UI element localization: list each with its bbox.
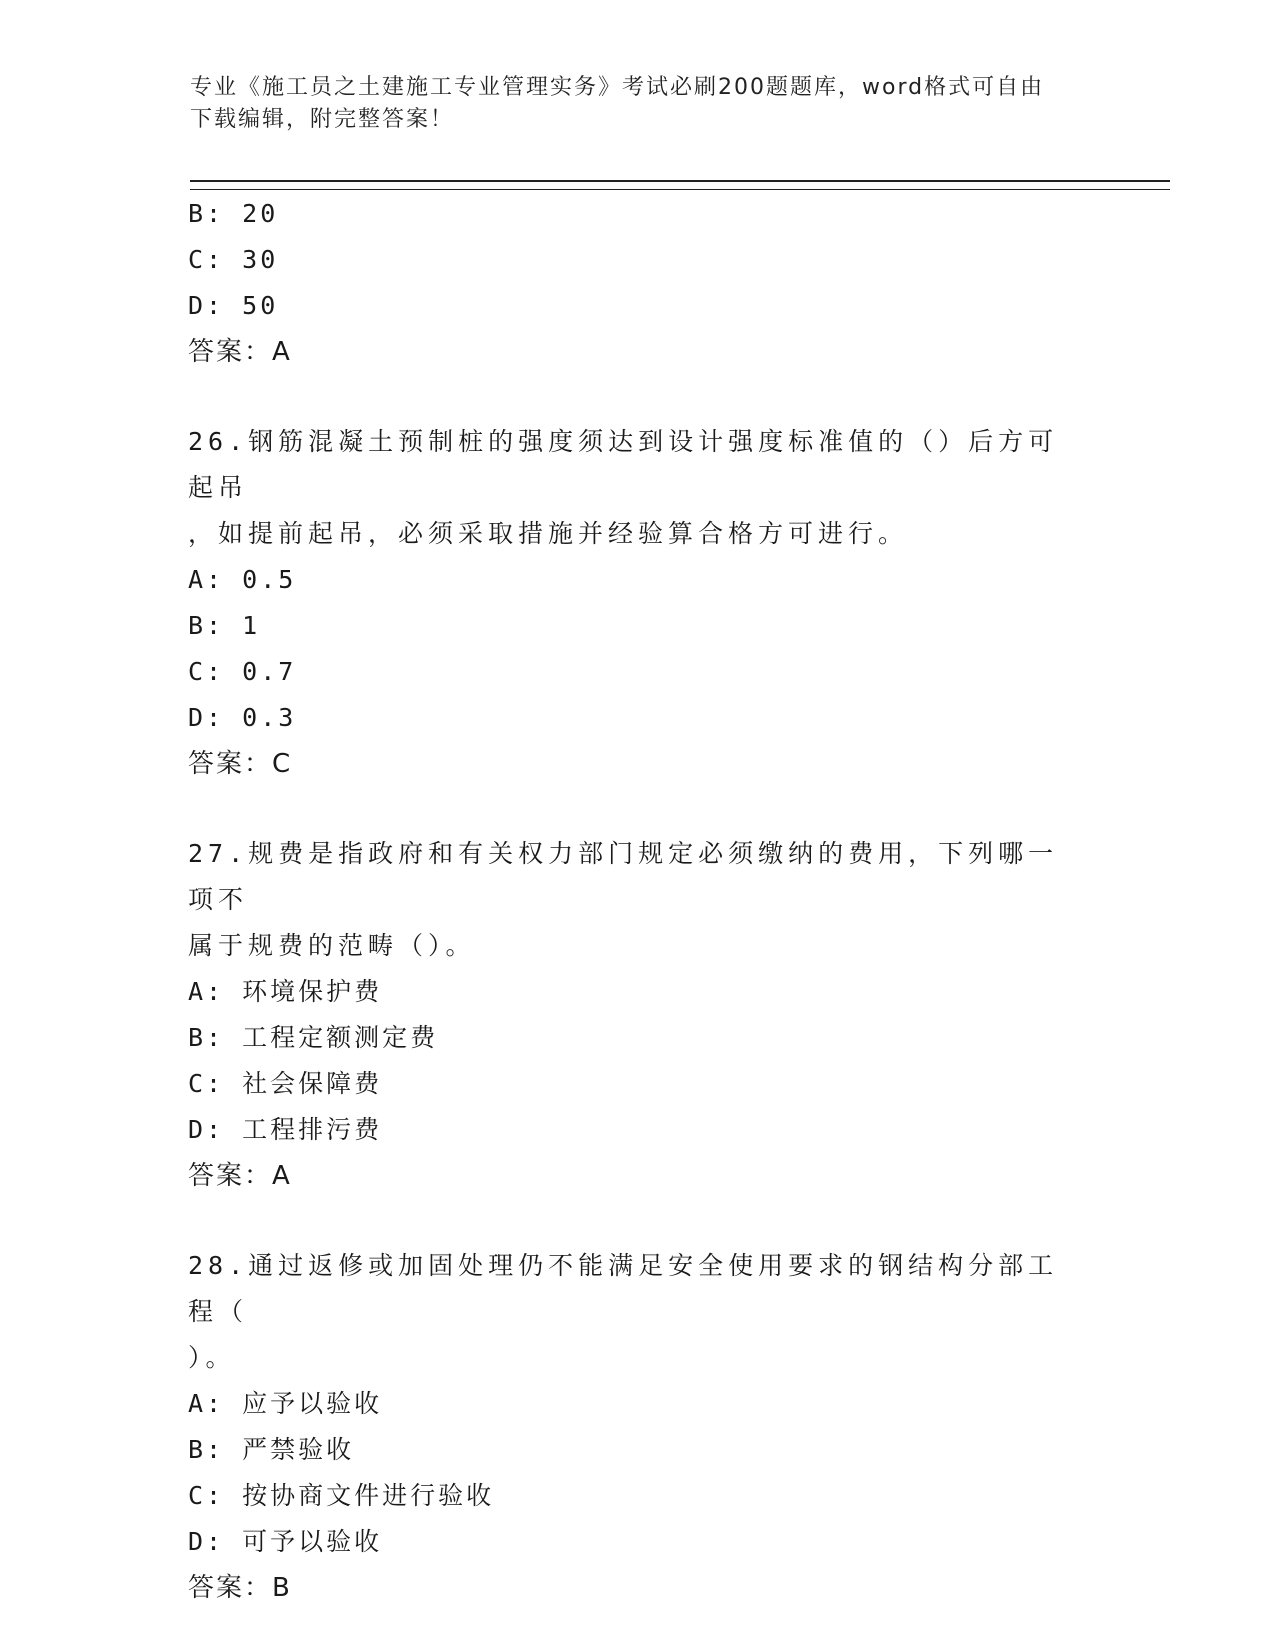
question-25-continued	[188, 191, 1088, 375]
option-a: A: 0.5	[188, 565, 297, 594]
question-stem-line-1: 28.通过返修或加固处理仍不能满足安全使用要求的钢结构分部工程（	[188, 1251, 1059, 1326]
document-header	[190, 72, 1090, 136]
question-27	[188, 831, 1088, 1199]
answer-line: 答案：B	[188, 1573, 292, 1603]
header-title-line-2: 下载编辑，附完整答案！	[190, 107, 455, 132]
option-b: B: 严禁验收	[188, 1435, 355, 1464]
spacer	[188, 1199, 1088, 1243]
spacer	[188, 787, 1088, 831]
spacer	[188, 375, 1088, 419]
question-stem-line-2: 属于规费的范畴（）。	[188, 931, 476, 960]
answer-line: 答案：A	[188, 1161, 292, 1191]
question-stem-line-1: 27.规费是指政府和有关权力部门规定必须缴纳的费用，下列哪一项不	[188, 839, 1059, 914]
question-26	[188, 419, 1088, 787]
header-title-line-1: 专业《施工员之土建施工专业管理实务》考试必刷200题题库，word格式可自由	[190, 75, 1045, 100]
option-b: B: 工程定额测定费	[188, 1023, 439, 1052]
option-d: D: 工程排污费	[188, 1115, 383, 1144]
question-stem-line-2: ）。	[188, 1343, 236, 1372]
option-d: D: 0.3	[188, 703, 297, 732]
option-d: D: 50	[188, 291, 279, 320]
option-c: C: 30	[188, 245, 279, 274]
option-d: D: 可予以验收	[188, 1527, 383, 1556]
option-a: A: 应予以验收	[188, 1389, 383, 1418]
question-stem-line-2: ，如提前起吊，必须采取措施并经验算合格方可进行。	[188, 519, 909, 548]
option-c: C: 社会保障费	[188, 1069, 383, 1098]
option-c: C: 0.7	[188, 657, 297, 686]
question-list	[188, 191, 1088, 1611]
question-28	[188, 1243, 1088, 1611]
question-stem-line-1: 26.钢筋混凝土预制桩的强度须达到设计强度标准值的（）后方可起吊	[188, 427, 1059, 502]
answer-line: 答案：C	[188, 749, 293, 779]
option-b: B: 1	[188, 611, 261, 640]
answer-line: 答案：A	[188, 337, 292, 367]
option-b: B: 20	[188, 199, 279, 228]
header-divider	[190, 180, 1170, 190]
option-a: A: 环境保护费	[188, 977, 383, 1006]
option-c: C: 按协商文件进行验收	[188, 1481, 495, 1510]
